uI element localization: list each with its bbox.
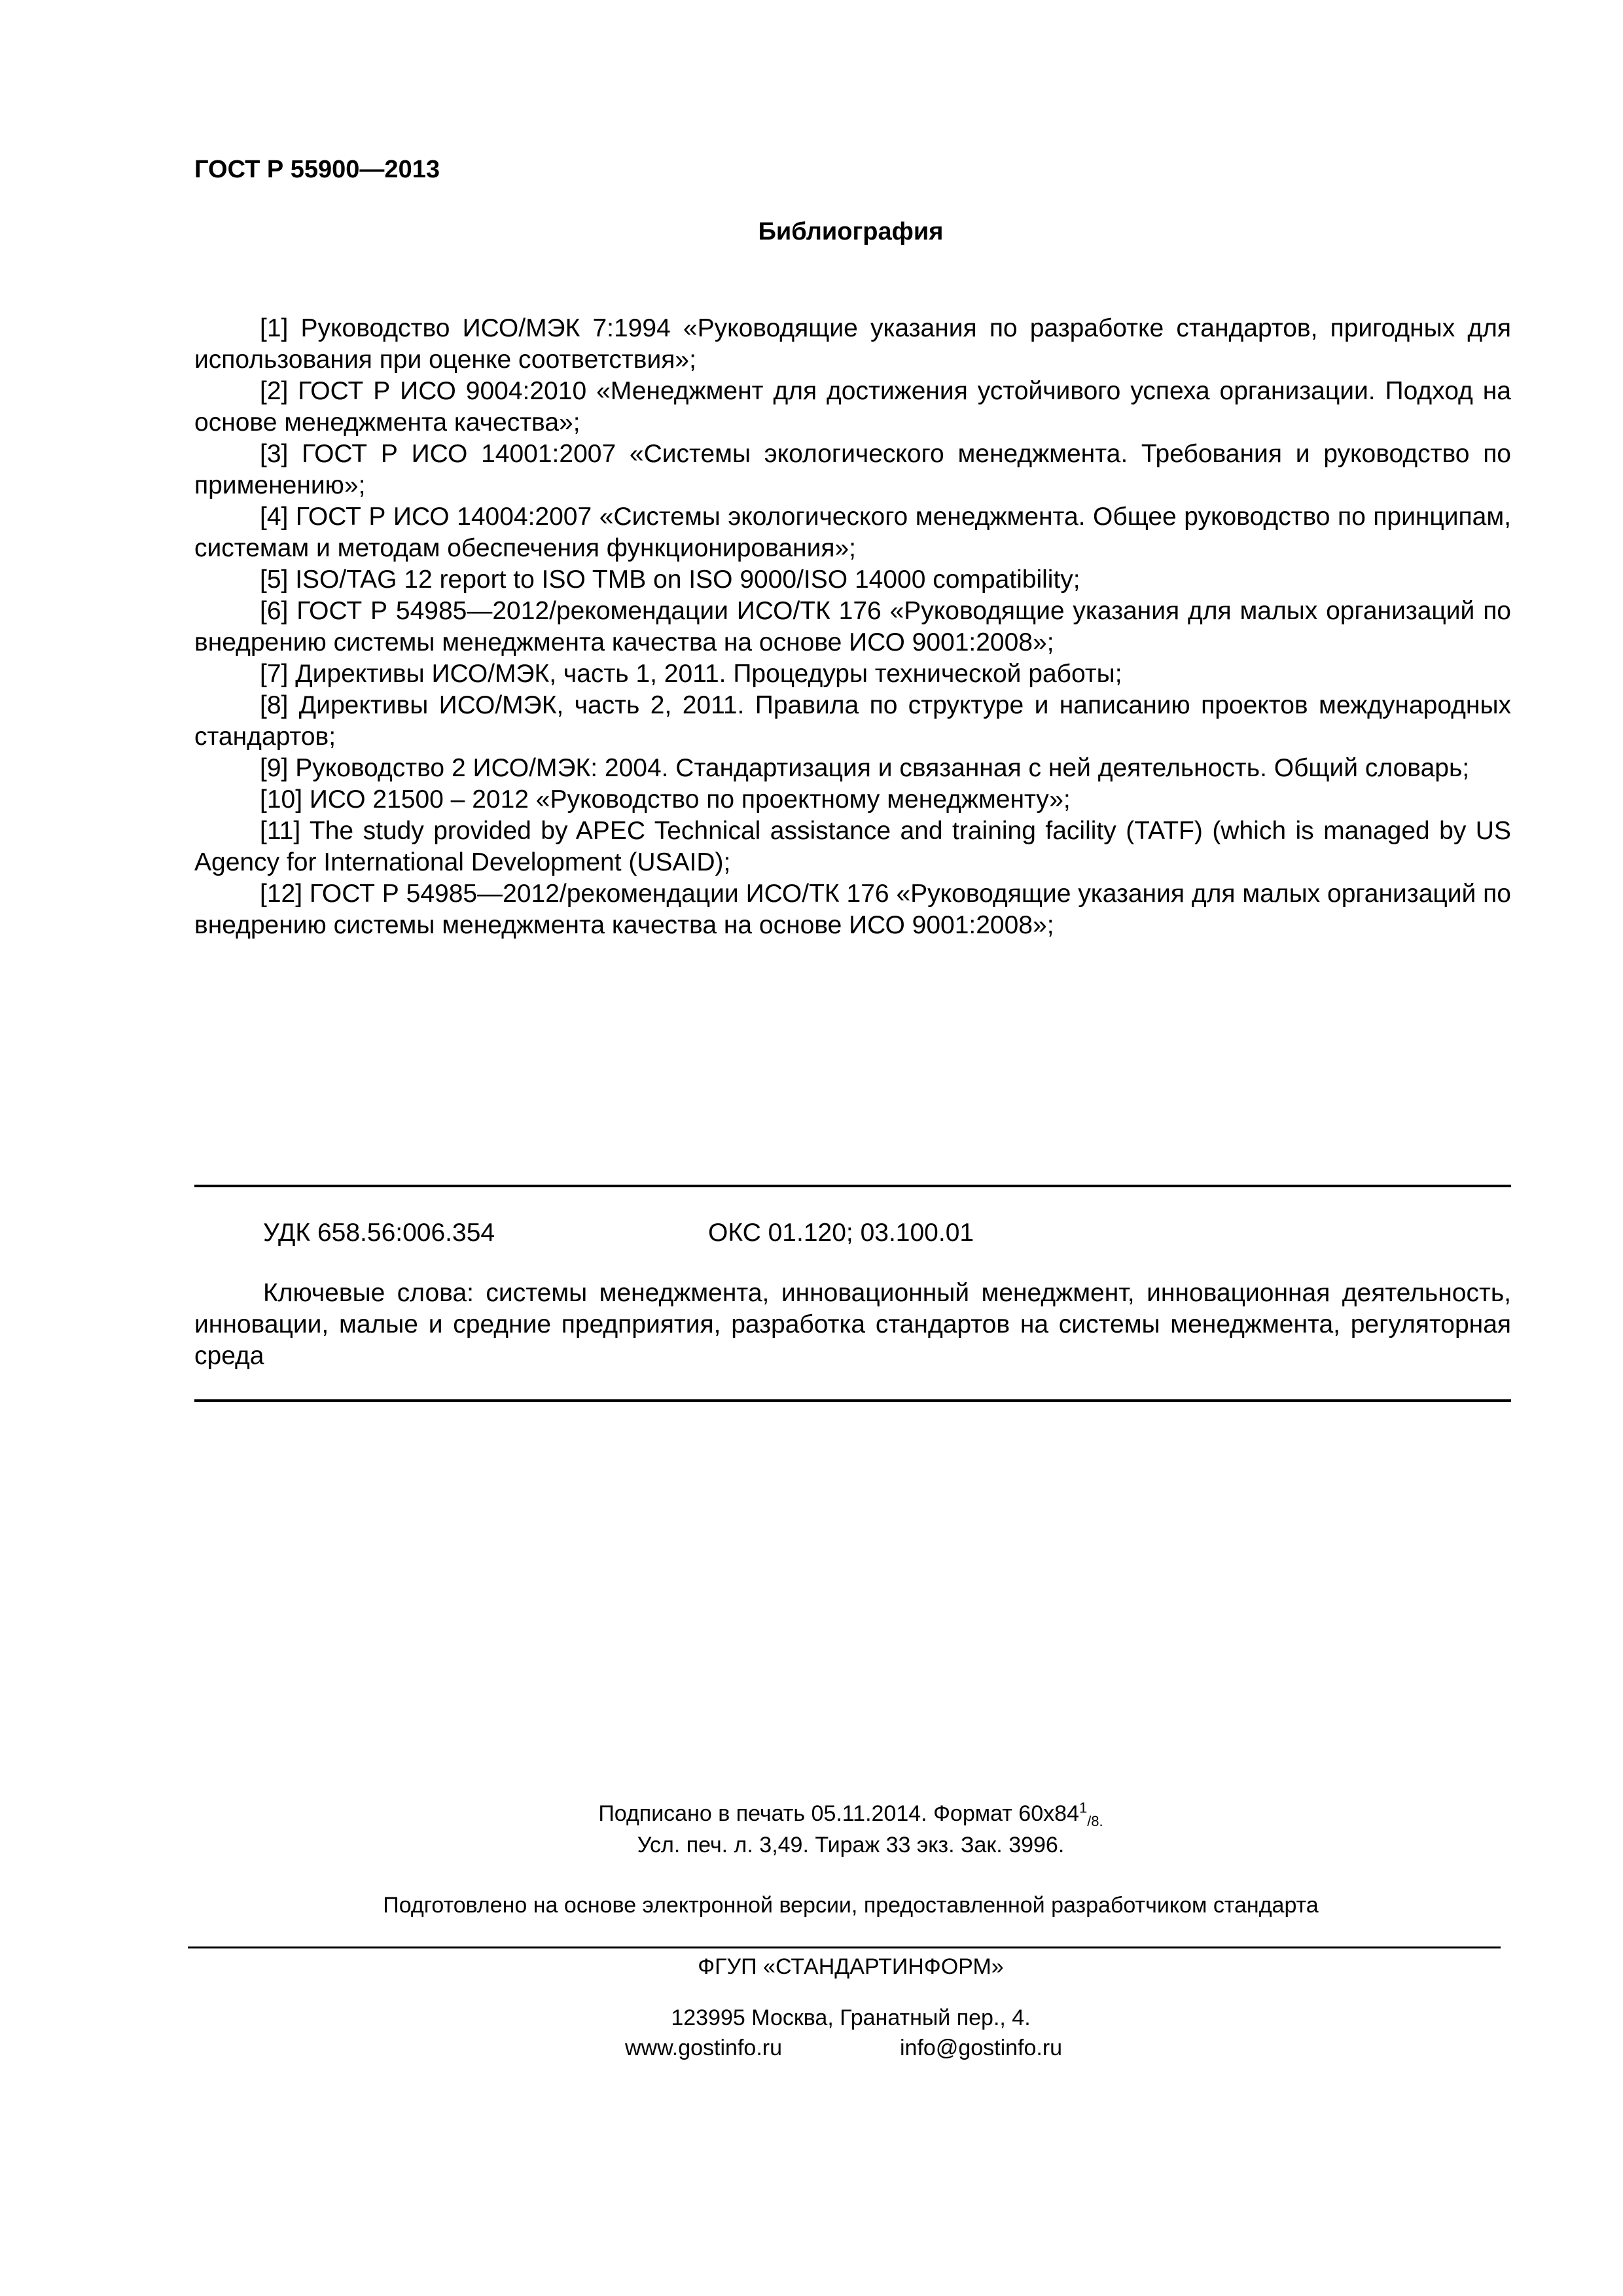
- imprint-prepared-line: Подготовлено на основе электронной версии, предоставленной разработчиком стандарта: [383, 1893, 1319, 1918]
- imprint-print-line: Усл. печ. л. 3,49. Тираж 33 экз. Зак. 3996.: [637, 1833, 1065, 1857]
- bibliography-title: Библиография: [758, 218, 944, 245]
- bibliography-item-4: [4] ГОСТ Р ИСО 14004:2007 «Системы экологического менеджмента. Общее руководство по принципам, системам и методам обеспечения функционирования»;: [194, 503, 1511, 562]
- bibliography-item-10: [10] ИСО 21500 – 2012 «Руководство по проектному менеджменту»;: [260, 785, 1071, 814]
- publisher-website: www.gostinfo.ru: [625, 2036, 782, 2060]
- bibliography-item-1: [1] Руководство ИСО/МЭК 7:1994 «Руководящие указания по разработке стандартов, пригодных для использования при оценке соответствия»;: [194, 314, 1511, 374]
- bibliography-item-12: [12] ГОСТ Р 54985—2012/рекомендации ИСО/ТК 176 «Руководящие указания для малых организаций по внедрению системы менеджмента качества на основе ИСО 9001:2008»;: [194, 880, 1511, 939]
- imprint-signed-text: Подписано в печать 05.11.2014. Формат 60х84: [598, 1801, 1079, 1826]
- publisher-name: ФГУП «СТАНДАРТИНФОРМ»: [698, 1954, 1004, 1979]
- bibliography-item-9: [9] Руководство 2 ИСО/МЭК: 2004. Стандартизация и связанная с ней деятельность. Общий словарь;: [260, 754, 1470, 782]
- imprint-signed-line: [0, 1801, 1623, 1827]
- top-divider: [194, 1185, 1511, 1187]
- udk-code: УДК 658.56:006.354: [263, 1219, 495, 1247]
- imprint-divider: [188, 1946, 1501, 1948]
- bibliography-item-8: [8] Директивы ИСО/МЭК, часть 2, 2011. Правила по структуре и написанию проектов международных стандартов;: [194, 691, 1511, 751]
- oks-code: ОКС 01.120; 03.100.01: [708, 1219, 974, 1247]
- keywords-paragraph: Ключевые слова: системы менеджмента, инновационный менеджмент, инновационная деятельность, инновации, малые и средние предприятия, разработка стандартов на системы менеджмента, регуляторная среда: [194, 1279, 1511, 1370]
- publisher-email: info@gostinfo.ru: [900, 2036, 1063, 2060]
- bibliography-item-3: [3] ГОСТ Р ИСО 14001:2007 «Системы экологического менеджмента. Требования и руководство по применению»;: [194, 440, 1511, 499]
- bibliography-item-7: [7] Директивы ИСО/МЭК, часть 1, 2011. Процедуры технической работы;: [260, 660, 1122, 688]
- format-superscript: 1: [1079, 1799, 1088, 1816]
- bibliography-item-6: [6] ГОСТ Р 54985—2012/рекомендации ИСО/ТК 176 «Руководящие указания для малых организаций по внедрению системы менеджмента качества на основе ИСО 9001:2008»;: [194, 597, 1511, 656]
- document-code: ГОСТ Р 55900—2013: [194, 156, 440, 183]
- publisher-address: 123995 Москва, Гранатный пер., 4.: [671, 2005, 1031, 2030]
- bibliography-item-2: [2] ГОСТ Р ИСО 9004:2010 «Менеджмент для достижения устойчивого успеха организации. Подход на основе менеджмента качества»;: [194, 377, 1511, 437]
- bibliography-list: [194, 313, 1511, 941]
- bottom-divider: [194, 1399, 1511, 1402]
- bibliography-item-11: [11] The study provided by APEC Technical assistance and training facility (TATF) (which is managed by US Agency for International Development (USAID);: [194, 817, 1511, 876]
- format-subscript: /8.: [1087, 1812, 1103, 1829]
- bibliography-item-5: [5] ISO/TAG 12 report to ISO TMB on ISO 9000/ISO 14000 compatibility;: [260, 565, 1080, 594]
